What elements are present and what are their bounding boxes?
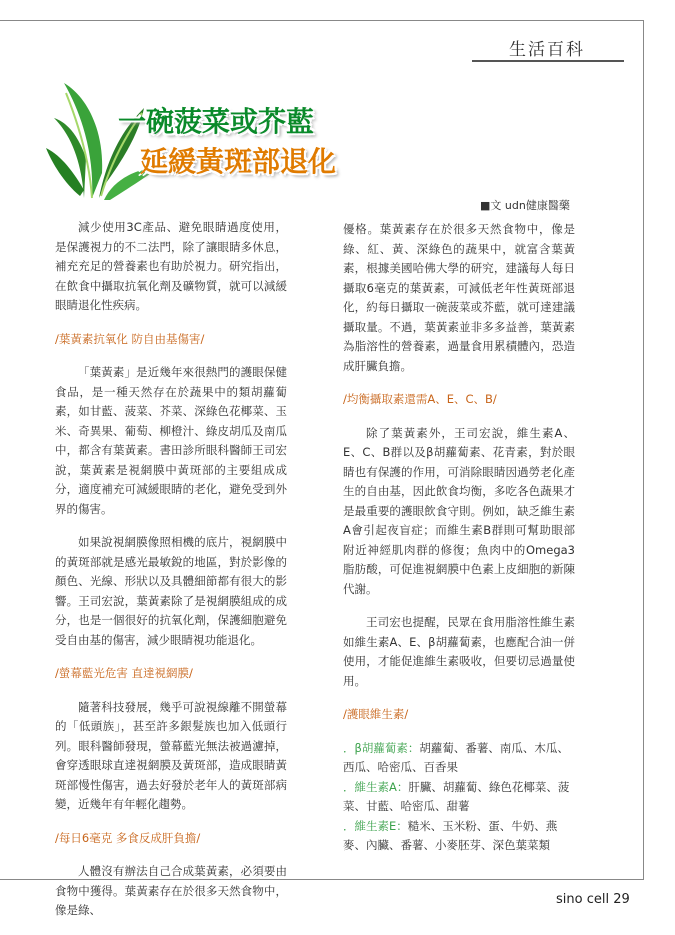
paragraph: 人體沒有辦法自己合成葉黃素，必須要由食物中獲得。葉黃素存在於很多天然食物中，像是綠、 <box>55 864 287 917</box>
subheading: /螢幕藍光危害 直達視網膜/ <box>55 666 193 680</box>
headline-line1: 一碗菠菜或芥藍 <box>118 105 315 138</box>
paragraph: 隨著科技發展，幾乎可說視線離不開螢幕的「低頭族」，甚至許多銀髮族也加入低頭行列。眼科醫師發現，螢幕藍光無法被過濾掉，會穿透眼球直達視網膜及黃斑部，造成眼睛黃斑部慢性傷害，過去好發於老年人的黃斑部病變，近幾年有年輕化趨勢。 <box>55 699 287 811</box>
section-divider <box>472 60 624 62</box>
page-footer: sino cell 29 <box>556 892 630 907</box>
author-byline: ■文 udn健康醫藥 <box>480 199 570 212</box>
right-column <box>343 220 575 856</box>
list-item-text: 胡蘿蔔、番薯、南瓜、木瓜、西瓜、哈密瓜、百香果 <box>343 740 569 774</box>
list-item <box>343 817 575 856</box>
list-item-label: ．β胡蘿蔔素： <box>343 740 420 755</box>
section-label: 生活百科 <box>509 39 585 60</box>
list-item <box>343 778 575 817</box>
paragraph: 如果說視網膜像照相機的底片，視網膜中的黃斑部就是感光最敏銳的地區，對於影像的顏色、光線、形狀以及具體細節都有很大的影響。王司宏說，葉黃素除了是視網膜組成的成分，也是一個很好的抗氧化劑，保護細胞避免受自由基的傷害，減少眼睛視功能退化。 <box>55 535 287 647</box>
list-item-label: ．維生素A： <box>343 779 409 794</box>
subheading: /均衡攝取素還需A、E、C、B/ <box>343 392 497 406</box>
headline-line2: 延緩黃斑部退化 <box>140 145 337 178</box>
paragraph: 優格。葉黃素存在於很多天然食物中，像是綠、紅、黃、深綠色的蔬果中，就富含葉黃素，根據美國哈佛大學的研究，建議每人每日攝取6毫克的葉黃素，可減低老年性黃斑部退化，約每日攝取一碗菠菜或芥藍，就可達建議攝取量。不過，葉黃素並非多多益善，葉黃素為脂溶性的營養素，過量食用累積體內，恐造成肝臟負擔。 <box>343 222 575 373</box>
paragraph: 減少使用3C產品、避免眼睛過度使用，是保護視力的不二法門，除了讓眼睛多休息，補充充足的營養素也有助於視力。研究指出，在飲食中攝取抗氧化劑及礦物質，就可以減緩眼睛退化性疾病。 <box>55 220 287 312</box>
paragraph: 除了葉黃素外，王司宏說，維生素A、E、C、B群以及β胡蘿蔔素、花青素，對於眼睛也有保護的作用，可消除眼睛因過勞老化產生的自由基，因此飲食均衡，多吃各色蔬果才是最重要的護眼飲食守則。例如，缺乏維生素A會引起夜盲症；而維生素B群則可幫助眼部附近神經肌肉群的修復；魚肉中的Omega3脂肪酸，可促進視網膜中色素上皮細胞的新陳代謝。 <box>343 425 575 596</box>
left-column <box>55 218 287 935</box>
vitamin-list <box>343 739 575 856</box>
list-item-text: 糙米、玉米粉、蛋、牛奶、燕麥、內臟、番薯、小麥胚芽、深色葉菜類 <box>343 818 558 852</box>
paragraph: 王司宏也提醒，民眾在食用脂溶性維生素如維生素A、E、β胡蘿蔔素，也應配合油一併使用，才能促進維生素吸收，但要切忌過量使用。 <box>343 615 575 688</box>
subheading: /葉黃素抗氧化 防自由基傷害/ <box>55 331 205 346</box>
paragraph: 「葉黃素」是近幾年來很熱門的護眼保健食品，是一種天然存在於蔬果中的類胡蘿蔔素，如甘藍、菠菜、芥菜、深綠色花椰菜、玉米、奇異果、葡萄、柳橙汁、綠皮胡瓜及南瓜中，都含有葉黃素。書田診所眼科醫師王司宏說，葉黃素是視網膜中黃斑部的主要組成成分，適度補充可減緩眼睛的老化，避免受到外界的傷害。 <box>55 365 287 516</box>
list-item-text: 肝臟、胡蘿蔔、綠色花椰菜、菠菜、甘藍、哈密瓜、甜薯 <box>343 779 570 813</box>
list-item-label: ．維生素E： <box>343 818 408 833</box>
subheading: /每日6毫克 多食反成肝負擔/ <box>55 830 201 845</box>
list-item <box>343 739 575 778</box>
subheading: /護眼維生素/ <box>343 707 409 721</box>
